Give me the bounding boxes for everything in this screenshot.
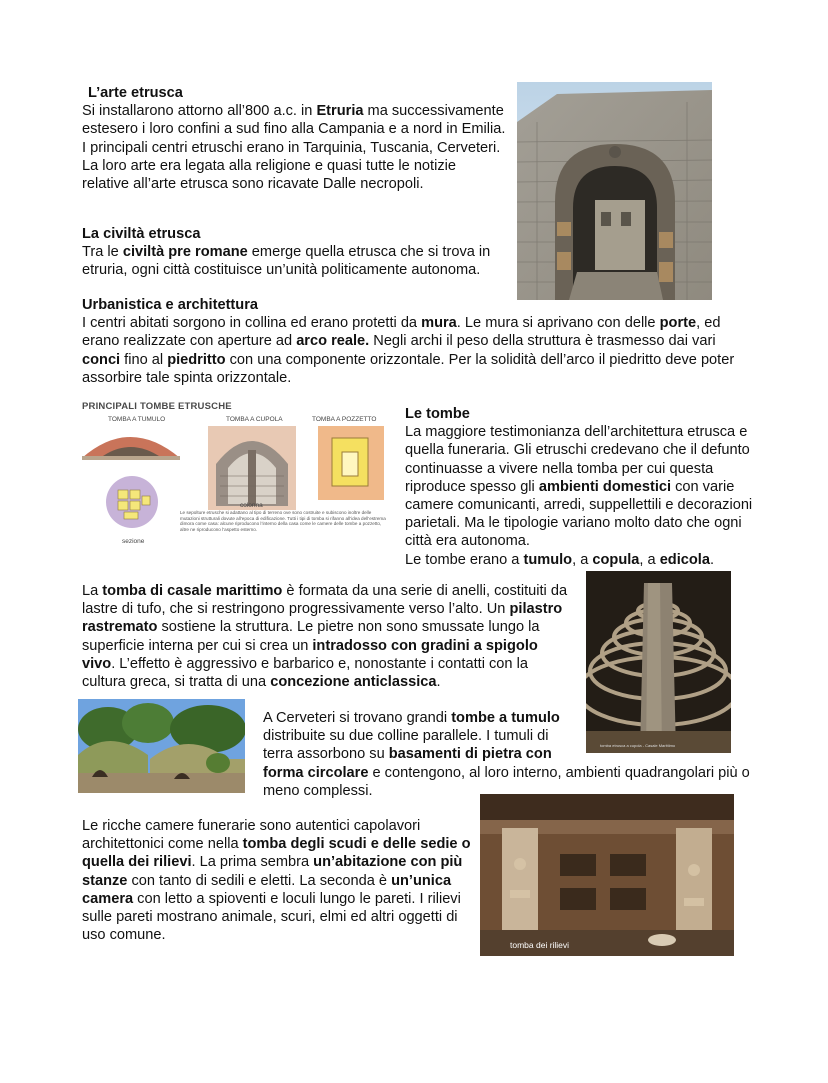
label-pozzetto: TOMBA A POZZETTO (312, 416, 377, 423)
section-cerveteri: A Cerveteri si trovano grandi tombe a tumulo distribuite su due colline parallele. I tumuli di terra assorbono su basamenti di pietra con forma circolare e contengono, al loro interno, ambienti quadrangolari più o meno complessi. (263, 710, 750, 799)
heading-arte: L’arte etrusca (88, 85, 183, 101)
heading-civilta: La civiltà etrusca (82, 226, 201, 242)
section-casale: La tomba di casale marittimo è formata da una serie di anelli, costituiti da lastre di tufo, che si restringono progressivamente verso l’alto. Un pilastro rastremato sostiene la struttura. Le pietre non sono smussate lungo la superficie interna per cui si crea un intradosso con gradini a spigolo vivo. L’effetto è aggressivo e barbarico e, nonostante i contatti con la cultura greca, si tratta di una concezione anticlassica. (82, 583, 568, 691)
photo-tomba-rilievi (480, 794, 734, 956)
heading-tombe: Le tombe (405, 406, 470, 422)
label-sezione: sezione (122, 538, 145, 545)
diagram-caption: Le sepolture etrusche si adattano al tipo di terreno ove sono costruite e subiscono inoltre delle mutazioni strutturali dovute all’epoca di edificazione. Tutti i tipi di tomba si rifanno all’idea dell’estrema dimora come casa: alcune riproducono l’interno della casa come le camere delle tombe a pozzetto, altre ne riproducono l’aspetto esterno. (180, 510, 386, 532)
section-tombe: Le tombe La maggiore testimonianza dell’architettura etrusca e quella funeraria. Gli etruschi credevano che il defunto continuasse a vivere nella tomba per cui questa riproduce spesso gli ambienti domestici con varie camere comunicanti, arredi, suppellettili e decorazioni parietali. Ma le tipologie variano molto dato che ogni città era autonoma. Le tombe erano a tumulo, a copula, a edicola. (405, 405, 755, 569)
label-tumulo: TOMBA A TUMULO (108, 416, 166, 423)
section-camere: Le ricche camere funerarie sono autentici capolavori architettonici come nella tomba degli scudi e delle sedie o quella dei rilievi. La prima sembra un’abitazione con più stanze con tanto di sedili e eletti. La seconda è un’unica camera con letto a spioventi e loculi lungo le pareti. I rilievi sulle pareti mostrano animale, scuri, elmi ed altri oggetti di uso comune. (82, 818, 471, 944)
diagram-tombe-etrusche (80, 398, 388, 556)
caption-rilievi: tomba dei rilievi (510, 940, 570, 950)
section-urbanistica: Urbanistica e architettura I centri abitati sorgono in collina ed erano protetti da mura. Le mura si aprivano con delle porte, ed erano realizzate con aperture ad arco reale. Negli archi il peso della struttura è trasmesso dai vari conci fino al piedritto con una componente orizzontale. Per la solidità dell’arco il piedritto deve poter assorbire tale spinta orizzontale. (82, 296, 750, 387)
section-arte: L’arte etrusca Si installarono attorno all’800 a.c. in Etruria ma successivamente estesero i loro confini a sud fino alla Campania e a nord in Emilia. I principali centri etruschi erano in Tarquinia, Tuscania, Cerveteri. La loro arte era legata alla religione e quasi tutte le notizie relative all’arte etrusca sono ricavate Dalle necropoli. (82, 85, 506, 193)
label-colonna: colonna (240, 502, 263, 509)
diagram-title: PRINCIPALI TOMBE ETRUSCHE (82, 401, 232, 412)
heading-urbanistica: Urbanistica e architettura (82, 297, 258, 313)
label-cupola: TOMBA A CUPOLA (226, 416, 283, 423)
caption-cupola: tomba etrusca a cupola - Casale Marittimo (600, 743, 676, 748)
section-civilta: La civiltà etrusca Tra le civiltà pre romane emerge quella etrusca che si trova in etruria, ogni città costituisce un’unità politicamente autonoma. (82, 225, 506, 280)
photo-cerveteri (78, 699, 245, 793)
photo-porta-arco (517, 82, 712, 300)
